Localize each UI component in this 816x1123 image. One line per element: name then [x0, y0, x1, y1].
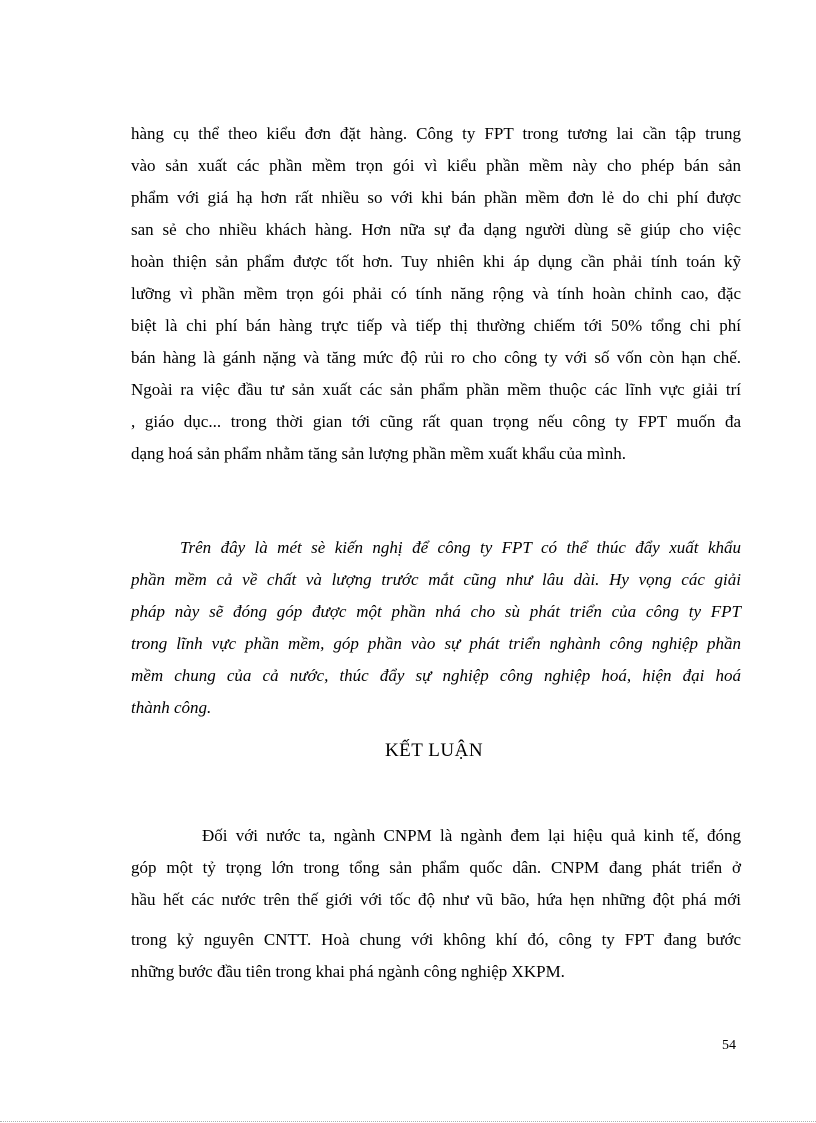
text-line: Đối với nước ta, ngành CNPM là ngành đem lại hiệu quả kinh tế, đóng	[202, 826, 741, 845]
text-line: thành công.	[131, 698, 212, 717]
page-number: 54	[722, 1038, 736, 1053]
text-line: trong kỷ nguyên CNTT. Hoà chung với không khí đó, công ty FPT đang bước	[131, 930, 741, 949]
text-line: phẩm với giá hạ hơn rất nhiều so với khi bán phần mềm đơn lẻ do chi phí được	[131, 188, 741, 207]
text-line: hàng cụ thể theo kiểu đơn đặt hàng. Công ty FPT trong tương lai cần tập trung	[131, 124, 741, 143]
text-line: biệt là chi phí bán hàng trực tiếp và tiếp thị thường chiếm tới 50% tổng chi phí	[131, 316, 741, 335]
text-line: dạng hoá sản phẩm nhằm tăng sản lượng phần mềm xuất khẩu của mình.	[131, 444, 627, 463]
text-line: , giáo dục... trong thời gian tới cũng rất quan trọng nếu công ty FPT muốn đa	[131, 412, 741, 431]
text-line: góp một tỷ trọng lớn trong tổng sản phẩm quốc dân. CNPM đang phát triển ở	[131, 858, 741, 877]
text-line: vào sản xuất các phần mềm trọn gói vì kiểu phần mềm này cho phép bán sản	[131, 156, 741, 175]
text-line: san sẻ cho nhiều khách hàng. Hơn nữa sự đa dạng người dùng sẽ giúp cho việc	[131, 220, 741, 239]
text-line: pháp này sẽ đóng góp được một phần nhá cho sù phát triển của công ty FPT	[131, 602, 741, 621]
text-line: lưỡng vì phần mềm trọn gói phải có tính năng rộng và tính hoàn chỉnh cao, đặc	[131, 284, 741, 303]
section-heading: KẾT LUẬN	[384, 740, 484, 761]
text-line: những bước đầu tiên trong khai phá ngành công nghiệp XKPM.	[131, 962, 565, 981]
text-line: trong lĩnh vực phần mềm, góp phần vào sự phát triển nghành công nghiệp phần	[131, 634, 741, 653]
text-line: Trên đây là mét sè kiến nghị để công ty FPT có thể thúc đẩy xuất khẩu	[180, 538, 741, 557]
text-line: hoàn thiện sản phẩm được tốt hơn. Tuy nhiên khi áp dụng cần phải tính toán kỹ	[131, 252, 741, 271]
text-line: mềm chung của cả nước, thúc đẩy sự nghiệp công nghiệp hoá, hiện đại hoá	[131, 666, 741, 685]
text-line: bán hàng là gánh nặng và tăng mức độ rủi ro cho công ty với số vốn còn hạn chế.	[131, 348, 741, 367]
text-line: Ngoài ra việc đầu tư sản xuất các sản phẩm phần mềm thuộc các lĩnh vực giải trí	[131, 380, 741, 399]
text-line: hầu hết các nước trên thế giới với tốc độ như vũ bão, hứa hẹn những đột phá mới	[131, 890, 741, 909]
text-line: phần mềm cả về chất và lượng trước mắt cũng như lâu dài. Hy vọng các giải	[131, 570, 741, 589]
page-bottom-border	[0, 1121, 816, 1122]
